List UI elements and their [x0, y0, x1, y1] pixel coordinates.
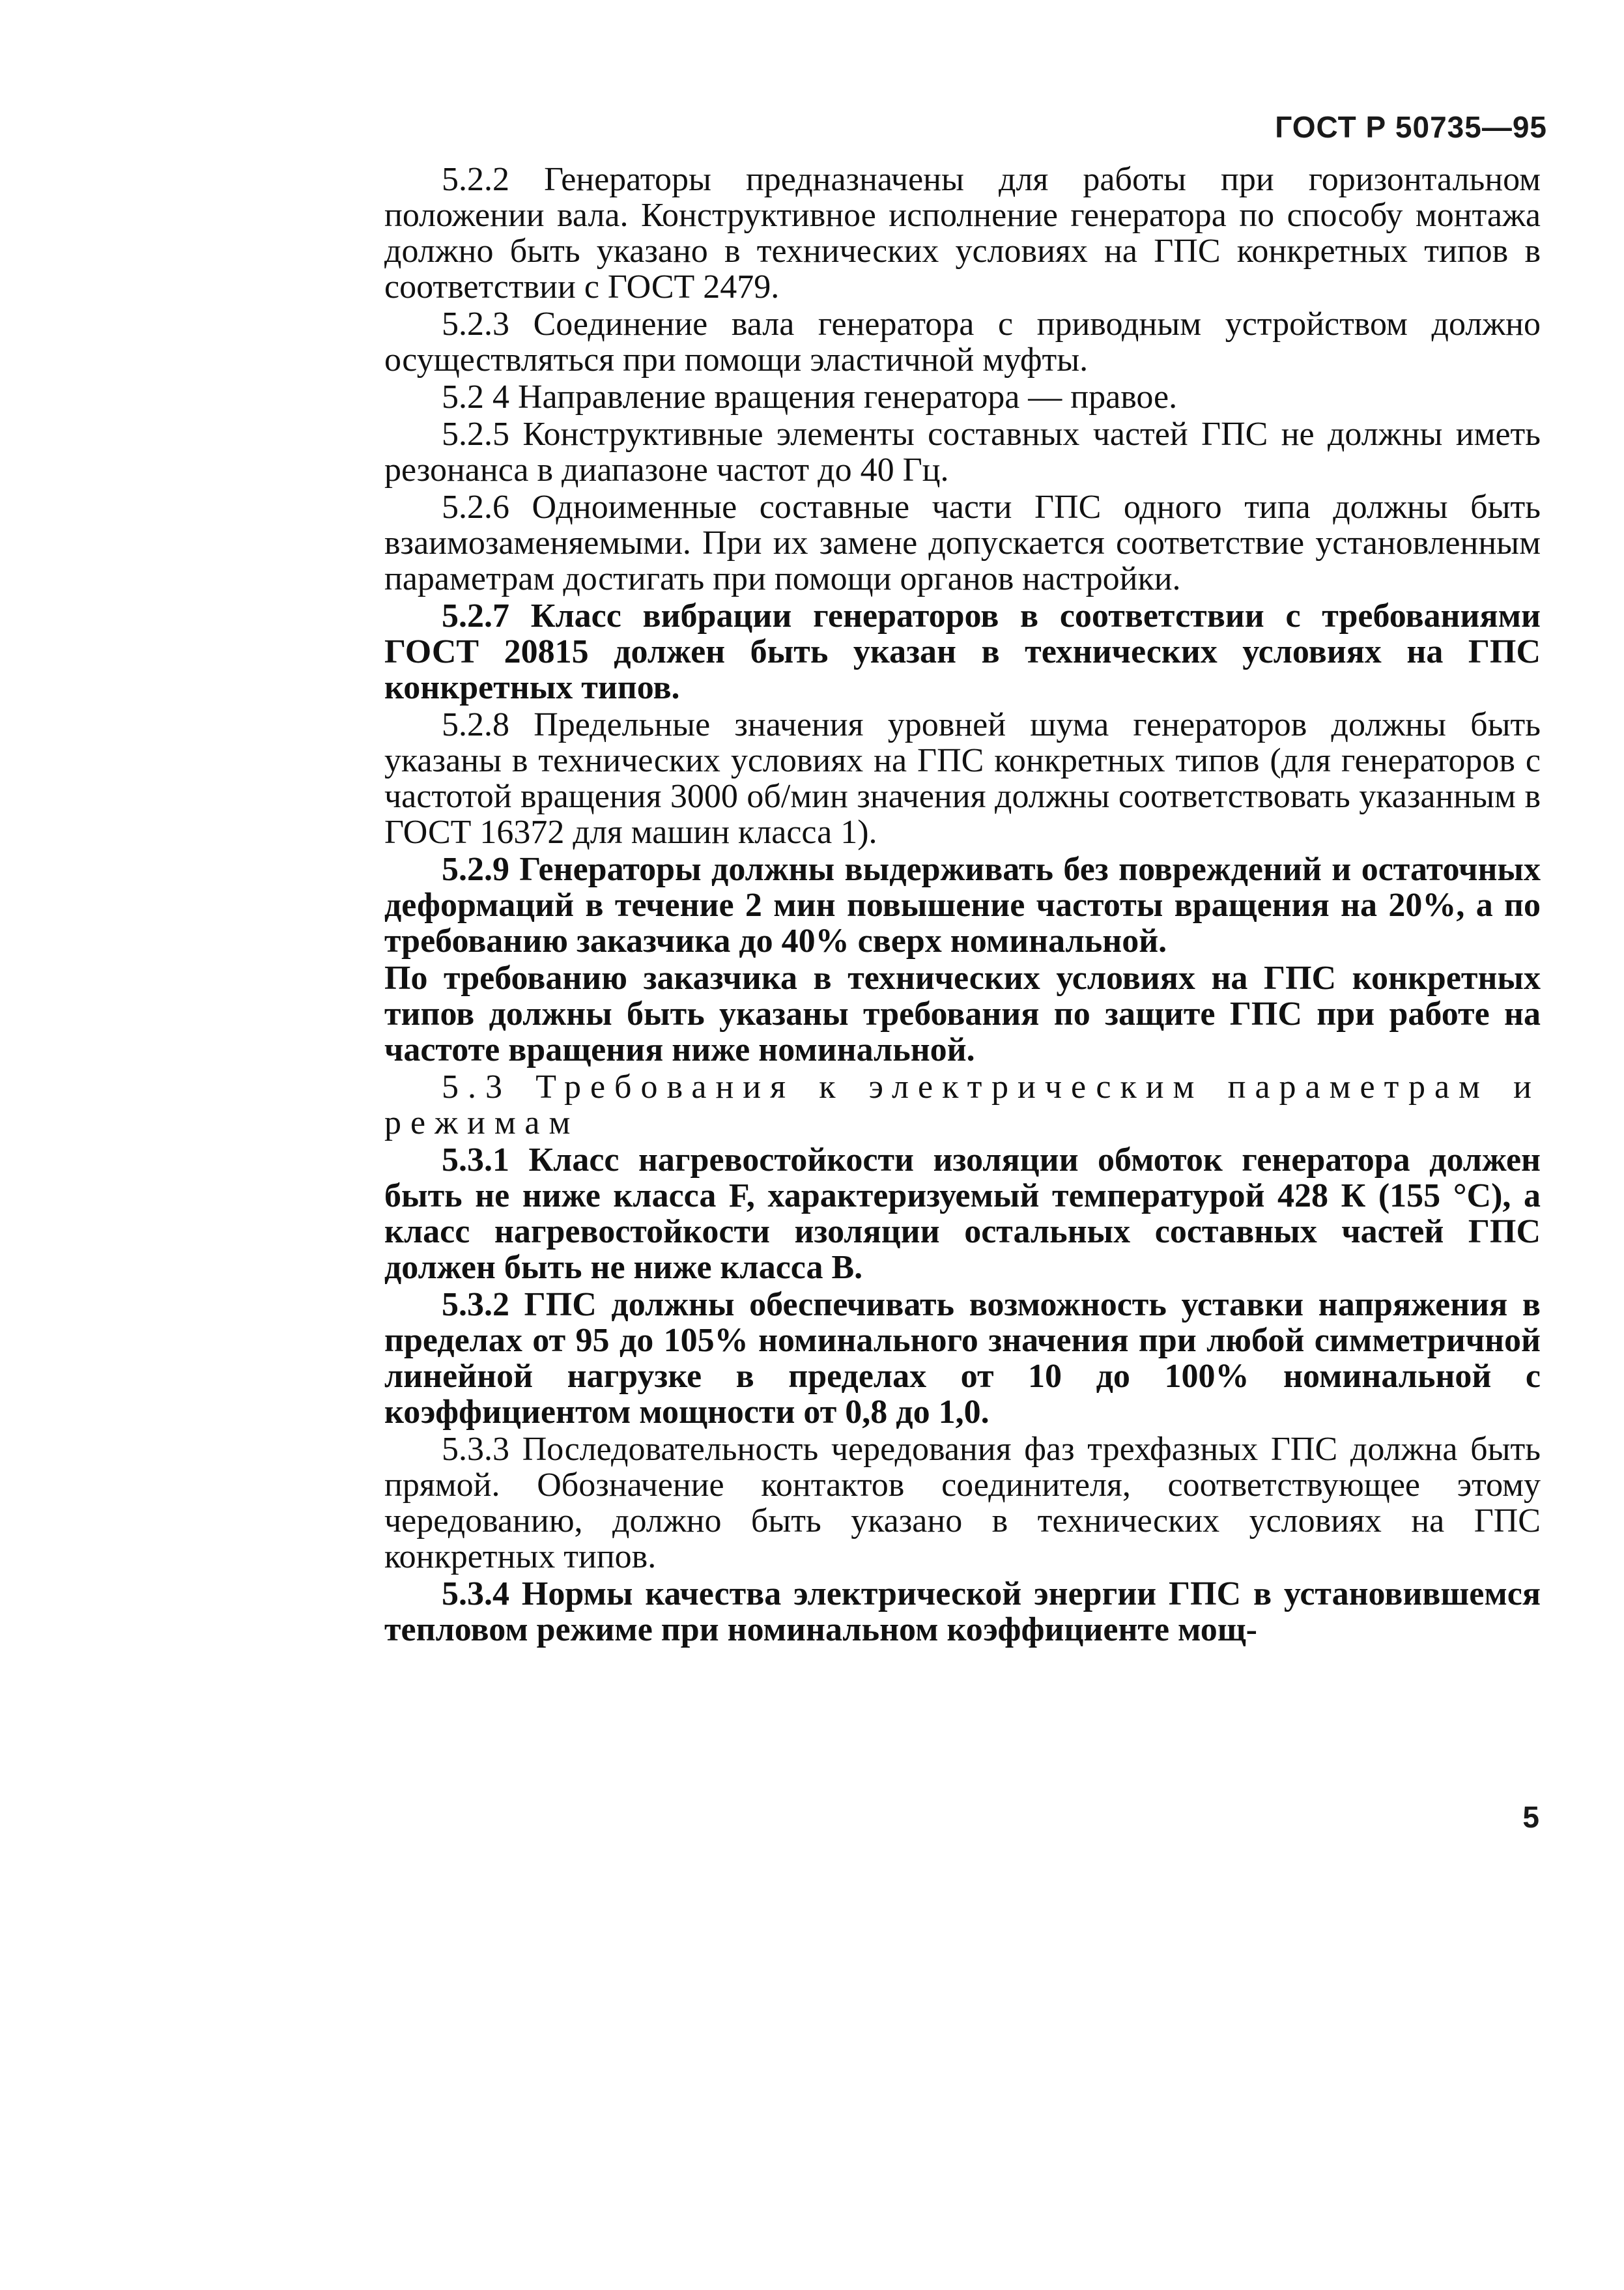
paragraph-5-2-6: 5.2.6 Одноименные составные части ГПС одного типа должны быть взаимозаменяемыми. При их замене допускается соответствие установленным параметрам достигать при помощи органов настройки.: [384, 489, 1541, 597]
body-text: [384, 162, 1541, 1649]
section-heading-5-3: [384, 1069, 1541, 1141]
paragraph-5-2-9: 5.2.9 Генераторы должны выдерживать без повреждений и остаточных деформаций в течение 2 мин повышение частоты вращения на 20%, а по требованию заказчика до 40% сверх номинальной.: [384, 851, 1541, 960]
page-number: 5: [1522, 1800, 1539, 1834]
paragraph-5-2-8: 5.2.8 Предельные значения уровней шума генераторов должны быть указаны в технических условиях на ГПС конкретных типов (для генераторов с частотой вращения 3000 об/мин значения должны соответствовать указанным в ГОСТ 16372 для машин класса 1).: [384, 706, 1541, 851]
paragraph-5-2-5: 5.2.5 Конструктивные элементы составных частей ГПС не должны иметь резонанса в диапазоне частот до 40 Гц.: [384, 416, 1541, 489]
paragraph-5-2-3: 5.2.3 Соединение вала генератора с приводным устройством должно осуществляться при помощи эластичной муфты.: [384, 306, 1541, 379]
paragraph-5-2-2: 5.2.2 Генераторы предназначены для работы при горизонтальном положении вала. Конструктивное исполнение генератора по способу монтажа должно быть указано в технических условиях на ГПС конкретных типов в соответствии с ГОСТ 2479.: [384, 161, 1541, 306]
document-number-header: ГОСТ Р 50735—95: [1275, 110, 1547, 144]
section-heading-text: 5.3 Требования к электрическим параметрам и режимам: [384, 1068, 1541, 1141]
paragraph-5-3-3: 5.3.3 Последовательность чередования фаз трехфазных ГПС должна быть прямой. Обозначение контактов соединителя, соответствующее этому чередованию, должно быть указано в технических условиях на ГПС конкретных типов.: [384, 1431, 1541, 1575]
paragraph-5-3-4: 5.3.4 Нормы качества электрической энергии ГПС в установившемся тепловом режиме при номинальном коэффициенте мощ-: [384, 1575, 1541, 1648]
paragraph-customer-requirement: По требованию заказчика в технических условиях на ГПС конкретных типов должны быть указаны требования по защите ГПС при работе на частоте вращения ниже номинальной.: [384, 960, 1541, 1068]
paragraph-5-2-7: 5.2.7 Класс вибрации генераторов в соответствии с требованиями ГОСТ 20815 должен быть указан в технических условиях на ГПС конкретных типов.: [384, 597, 1541, 706]
paragraph-5-2-4: 5.2 4 Направление вращения генератора — правое.: [442, 379, 1178, 416]
paragraph-5-3-2: 5.3.2 ГПС должны обеспечивать возможность уставки напряжения в пределах от 95 до 105% номинального значения при любой симметричной линейной нагрузке в пределах от 10 до 100% номинальной с коэффициентом мощности от 0,8 до 1,0.: [384, 1286, 1541, 1431]
paragraph-5-3-1: 5.3.1 Класс нагревостойкости изоляции обмоток генератора должен быть не ниже класса F, характеризуемый температурой 428 К (155 °С), а класс нагревостойкости изоляции остальных составных частей ГПС должен быть не ниже класса В.: [384, 1141, 1541, 1286]
